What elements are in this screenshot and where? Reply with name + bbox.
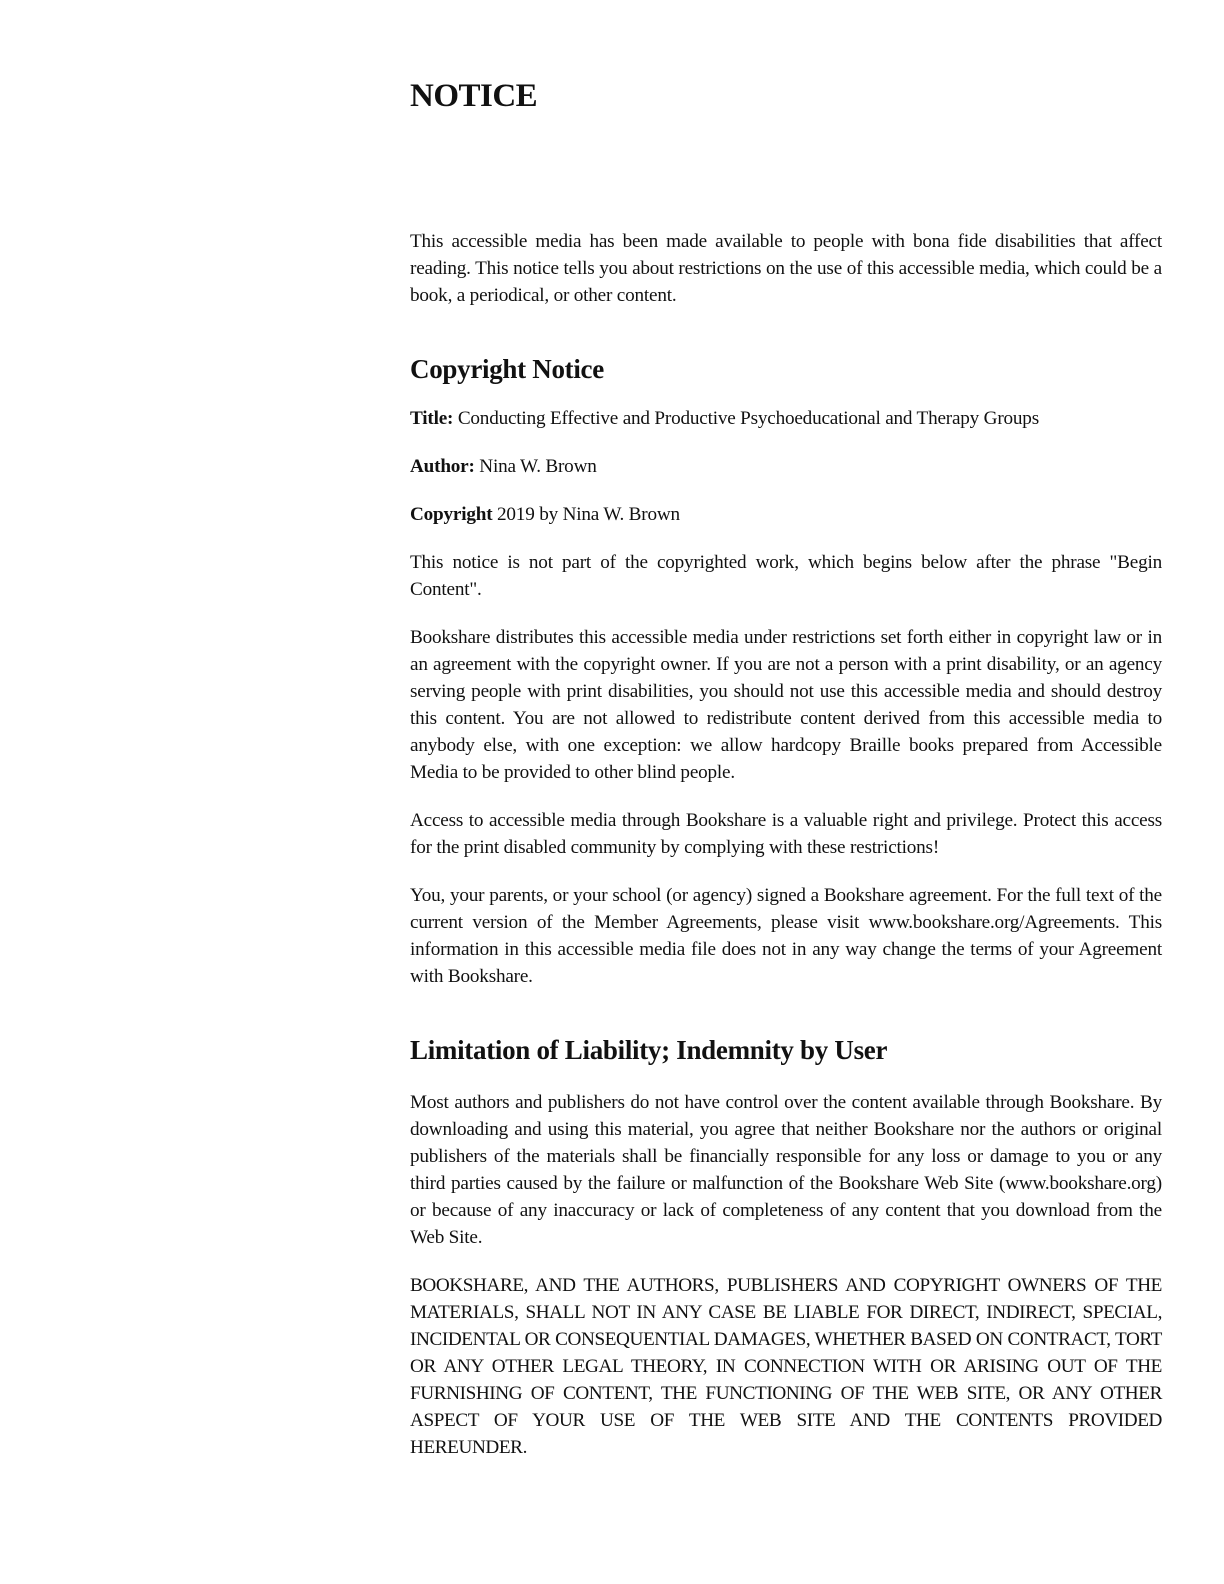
not-part-paragraph: This notice is not part of the copyrighted work, which begins below after the phrase "Begin Content". — [410, 552, 1162, 600]
privilege-paragraph: Access to accessible media through Bookshare is a valuable right and privilege. Protect this access for the print disabled community by complying with these restrictions! — [410, 810, 1162, 858]
liability-paragraph: Most authors and publishers do not have control over the content available through Bookshare. By downloading and using this material, you agree that neither Bookshare nor the authors or original publishers of the materials shall be financially responsible for any loss or damage to you or any third parties caused by the failure or malfunction of the Bookshare Web Site (www.bookshare.org) or because of any inaccuracy or lack of completeness of any content that you download from the Web Site. — [410, 1092, 1162, 1248]
copyright-heading: Copyright Notice — [410, 354, 604, 384]
intro-paragraph: This accessible media has been made available to people with bona fide disabilities that affect reading. This notice tells you about restrictions on the use of this accessible media, which could be a book, a periodical, or other content. — [410, 231, 1162, 306]
copyright-line — [410, 501, 1162, 528]
author-label: Author: — [410, 456, 475, 477]
title-label: Title: — [410, 408, 454, 429]
author-line — [410, 453, 1162, 480]
notice-content — [410, 228, 1162, 1461]
notice-heading: NOTICE — [410, 78, 538, 114]
copyright-section — [410, 353, 1162, 990]
liability-section — [410, 1034, 1162, 1461]
title-line — [410, 405, 1162, 432]
disclaimer-paragraph: BOOKSHARE, AND THE AUTHORS, PUBLISHERS AND COPYRIGHT OWNERS OF THE MATERIALS, SHALL NOT IN ANY CASE BE LIABLE FOR DIRECT, INDIRECT, SPECIAL, INCIDENTAL OR CONSEQUENTIAL DAMAGES, WHETHER BASED ON CONTRACT, TORT OR ANY OTHER LEGAL THEORY, IN CONNECTION WITH OR ARISING OUT OF THE FURNISHING OF CONTENT, THE FUNCTIONING OF THE WEB SITE, OR ANY OTHER ASPECT OF YOUR USE OF THE WEB SITE AND THE CONTENTS PROVIDED HEREUNDER. — [410, 1275, 1162, 1458]
copyright-label: Copyright — [410, 504, 493, 525]
liability-heading: Limitation of Liability; Indemnity by User — [410, 1035, 888, 1065]
copyright-value: 2019 by Nina W. Brown — [492, 504, 680, 525]
agreement-paragraph: You, your parents, or your school (or agency) signed a Bookshare agreement. For the full text of the current version of the Member Agreements, please visit www.bookshare.org/Agreements. This information in this accessible media file does not in any way change the terms of your Agreement with Bookshare. — [410, 885, 1162, 987]
title-value: Conducting Effective and Productive Psychoeducational and Therapy Groups — [453, 408, 1039, 429]
author-value: Nina W. Brown — [474, 456, 597, 477]
restrictions-paragraph: Bookshare distributes this accessible media under restrictions set forth either in copyright law or in an agreement with the copyright owner. If you are not a person with a print disability, or an agency serving people with print disabilities, you should not use this accessible media and should destroy this content. You are not allowed to redistribute content derived from this accessible media to anybody else, with one exception: we allow hardcopy Braille books prepared from Accessible Media to be provided to other blind people. — [410, 627, 1162, 783]
